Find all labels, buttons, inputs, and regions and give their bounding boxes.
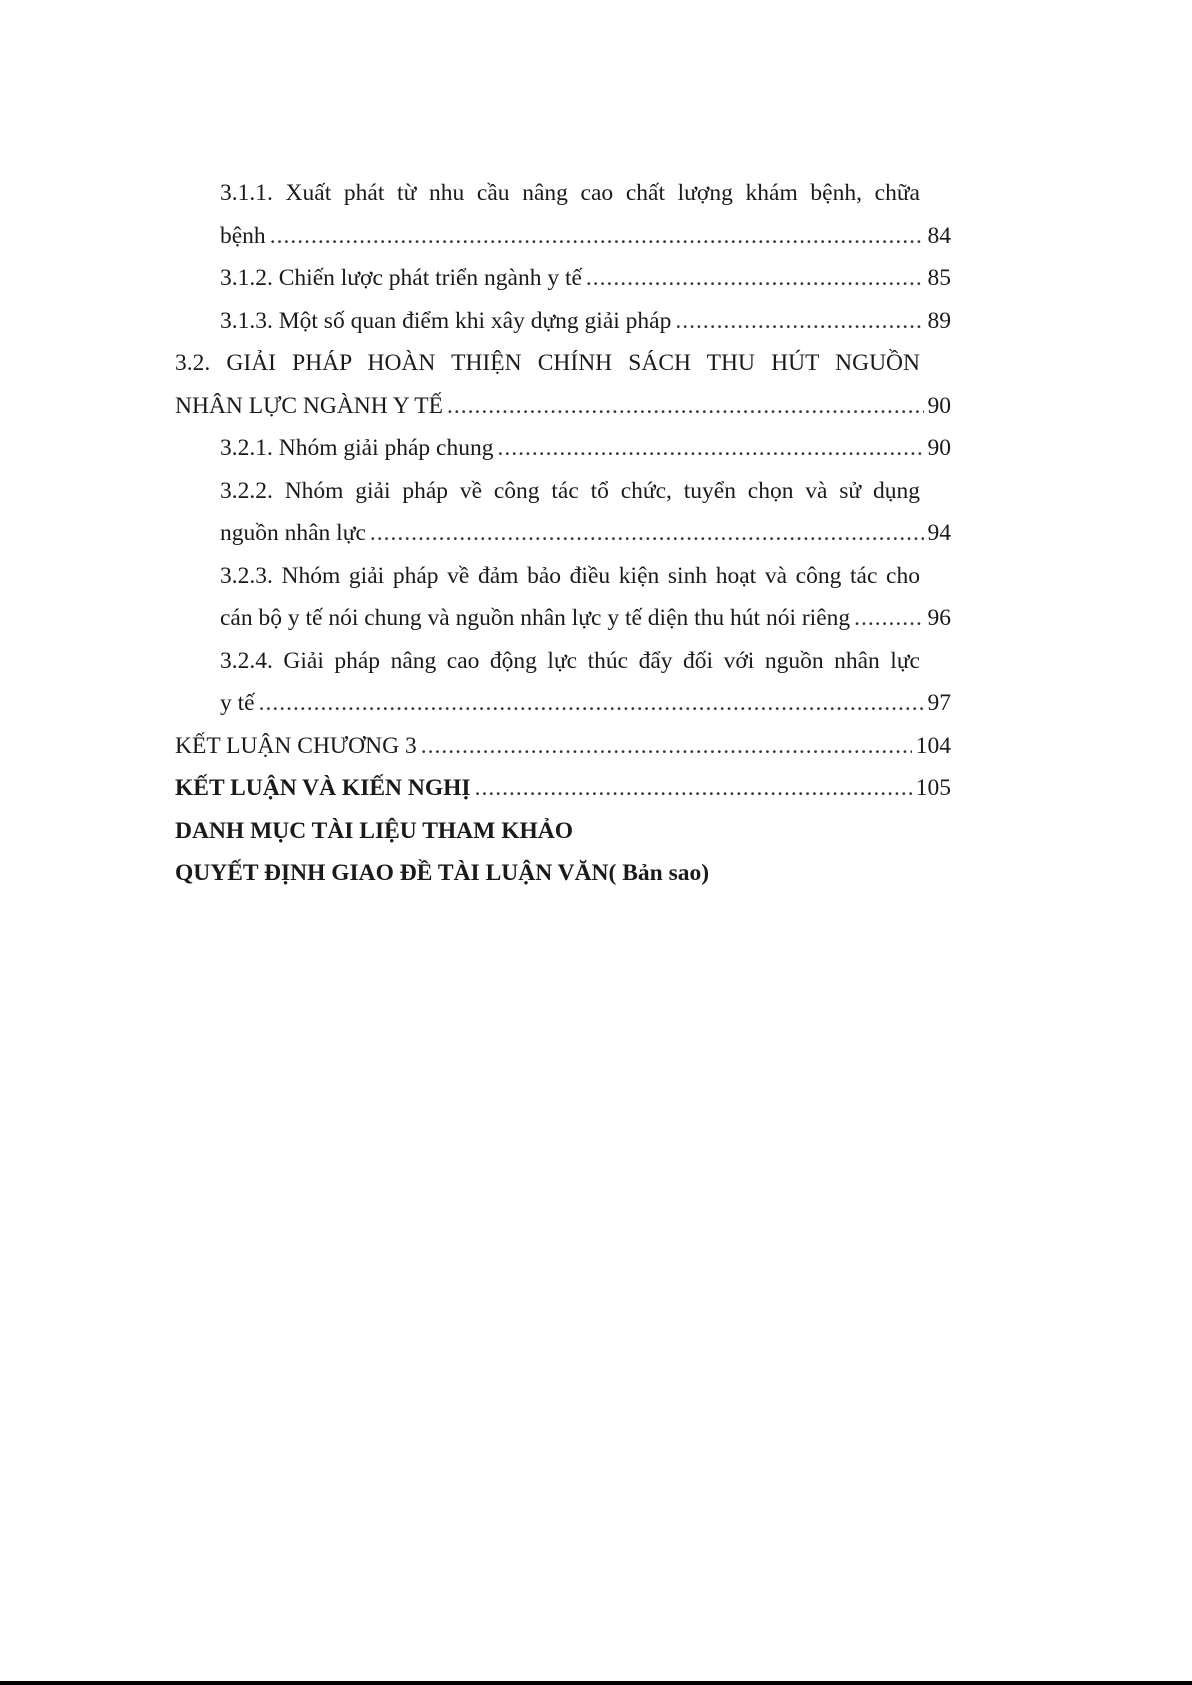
toc-entry-3-2-4-line2	[220, 682, 951, 725]
dot-leader	[675, 300, 923, 343]
dot-leader	[259, 682, 924, 725]
toc-entry-3-2-3-continuation: cán bộ y tế nói chung và nguồn nhân lực y tế diện thu hút nói riêng	[220, 605, 851, 631]
toc-entry-3-1-3-title: 3.1.3. Một số quan điểm khi xây dựng giải pháp	[220, 307, 672, 334]
page-number: 84	[927, 222, 951, 249]
toc-entry-3-2-continuation: NHÂN LỰC NGÀNH Y TẾ	[175, 392, 444, 419]
dot-leader	[447, 385, 923, 428]
dot-leader	[497, 427, 923, 470]
page-number: 94	[927, 520, 951, 546]
dot-leader	[586, 257, 924, 300]
toc-entry-ket-luan-va-kien-nghi-title: KẾT LUẬN VÀ KIẾN NGHỊ	[175, 775, 471, 801]
toc-entry-3-2-3-line1: 3.2.3. Nhóm giải pháp về đảm bảo điều kiện sinh hoạt và công tác cho	[220, 562, 920, 589]
toc-entry-ket-luan-va-kien-nghi[interactable]	[175, 767, 951, 810]
toc-entry-danh-muc-tai-lieu-line1	[175, 810, 951, 853]
page-number: 97	[927, 690, 951, 716]
dot-leader	[370, 512, 924, 555]
toc-entry-3-2-4[interactable]	[175, 640, 951, 725]
toc-entry-3-1-3[interactable]	[175, 300, 951, 343]
page-number: 89	[927, 307, 951, 334]
toc-entry-3-2-4-line1: 3.2.4. Giải pháp nâng cao động lực thúc đẩy đối với nguồn nhân lực	[220, 647, 920, 674]
bottom-edge-border	[0, 1681, 1192, 1685]
toc-entry-3-1-3-line1	[220, 300, 951, 343]
toc-entry-3-2-2-continuation: nguồn nhân lực	[220, 520, 366, 546]
toc-entry-3-2-2-line2	[220, 512, 951, 555]
dot-leader	[475, 767, 912, 810]
toc-entry-3-1-1[interactable]	[175, 172, 951, 257]
table-of-contents	[175, 172, 951, 895]
toc-entry-ket-luan-chuong-3[interactable]	[175, 725, 951, 768]
page-number: 96	[927, 605, 951, 631]
toc-entry-3-1-2-line1	[220, 257, 951, 300]
page-number: 85	[927, 265, 951, 291]
toc-entry-3-2-1[interactable]	[175, 427, 951, 470]
toc-entry-quyet-dinh-note: Bản sao)	[616, 860, 710, 886]
toc-entry-ket-luan-va-kien-nghi-line1	[175, 767, 951, 810]
toc-entry-3-2-line1: 3.2. GIẢI PHÁP HOÀN THIỆN CHÍNH SÁCH THU HÚT NGUỒN	[175, 350, 920, 376]
toc-entry-3-2-3[interactable]	[175, 555, 951, 640]
toc-entry-3-2-2-line1: 3.2.2. Nhóm giải pháp về công tác tổ chức, tuyển chọn và sử dụng	[220, 477, 920, 504]
toc-entry-3-2-3-line2	[220, 597, 951, 640]
toc-entry-3-2-1-title: 3.2.1. Nhóm giải pháp chung	[220, 435, 494, 461]
toc-entry-3-2-2[interactable]	[175, 470, 951, 555]
page-number: 90	[927, 435, 951, 461]
page-number: 105	[915, 775, 951, 801]
toc-entry-3-2-line2	[175, 385, 951, 428]
toc-entry-3-1-1-continuation: bệnh	[220, 222, 266, 249]
toc-entry-3-1-1-line1: 3.1.1. Xuất phát từ nhu cầu nâng cao chất lượng khám bệnh, chữa	[220, 180, 920, 206]
dot-leader	[421, 725, 912, 768]
dot-leader	[270, 215, 924, 258]
toc-entry-quyet-dinh-line1	[175, 852, 951, 895]
toc-entry-ket-luan-chuong-3-title: KẾT LUẬN CHƯƠNG 3	[175, 732, 417, 759]
page-number: 104	[915, 732, 951, 759]
toc-entry-3-1-2[interactable]	[175, 257, 951, 300]
toc-entry-danh-muc-tai-lieu-title: DANH MỤC TÀI LIỆU THAM KHẢO	[175, 817, 574, 844]
toc-entry-3-1-2-title: 3.1.2. Chiến lược phát triển ngành y tế	[220, 265, 582, 291]
toc-entry-3-2-4-continuation: y tế	[220, 690, 255, 716]
toc-entry-quyet-dinh-title: QUYẾT ĐỊNH GIAO ĐỀ TÀI LUẬN VĂN(	[175, 860, 617, 886]
page-number: 90	[927, 392, 951, 419]
toc-entry-3-1-1-line2	[220, 215, 951, 258]
dot-leader	[854, 597, 923, 640]
toc-entry-3-2[interactable]	[175, 342, 951, 427]
toc-entry-quyet-dinh[interactable]	[175, 852, 951, 895]
toc-entry-danh-muc-tai-lieu[interactable]	[175, 810, 951, 853]
toc-entry-3-2-1-line1	[220, 427, 951, 470]
toc-entry-ket-luan-chuong-3-line1	[175, 725, 951, 768]
